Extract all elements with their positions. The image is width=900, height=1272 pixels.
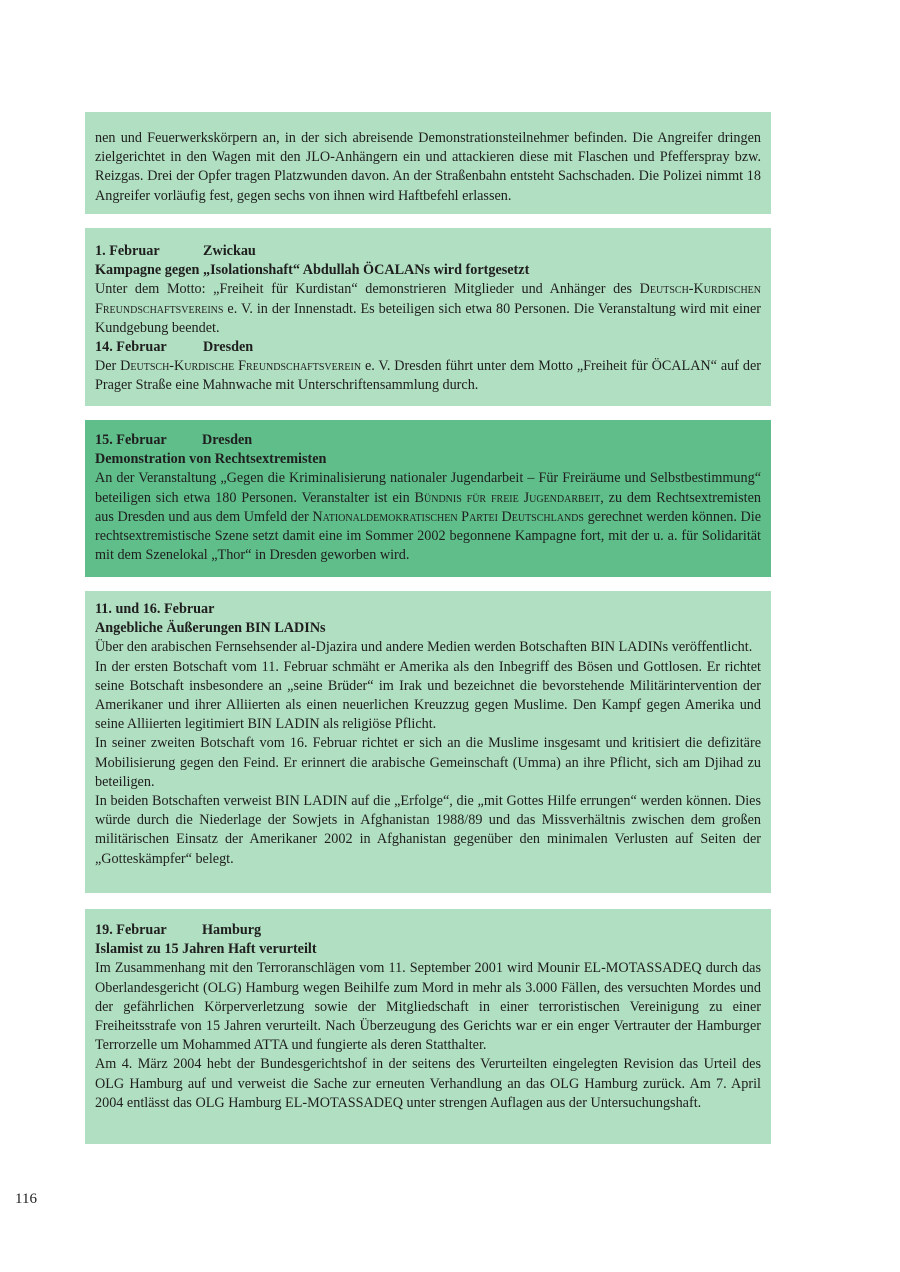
chronology-box-motassadeq <box>85 909 771 1144</box>
entry-paragraph: Im Zusammenhang mit den Terroranschlägen vom 11. September 2001 wird Mounir EL-MOTASSADEQ durch das Oberlandesgericht (OLG) Hamburg wegen Beihilfe zum Mord in mehr als 3.000 Fällen, des versuchten Mordes und der gefährlichen Körperverletzung sowie der Mitgliedschaft in einer terroristischen Vereinigung zu einer Freiheitsstrafe von 15 Jahren verurteilt. Nach Überzeugung des Gerichts war er ein enger Vertrauter der Hamburger Terrorzelle um Mohammed ATTA und fungierte als deren Statthalter. <box>95 960 761 1054</box>
entry-place: Dresden <box>203 339 254 356</box>
organization-name: Bündnis für freie Jugendarbeit <box>414 489 601 506</box>
entry-header <box>95 431 761 450</box>
entry-date: 11. und 16. Februar <box>95 601 215 617</box>
entry-text: Der Deutsch-Kurdische Freundschaftsverein e. V. Dresden führt unter dem Motto „Freiheit für ÖCALAN“ auf der Prager Straße eine Mahnwache mit Unterschriftensammlung durch. <box>95 358 761 394</box>
entry-date: 14. Februar <box>95 339 167 356</box>
entry-place: Zwickau <box>203 243 256 259</box>
entry-place: Hamburg <box>202 922 262 938</box>
page-number: 116 <box>15 1191 37 1207</box>
chronology-box-oecalan <box>85 228 771 406</box>
entry-header <box>95 338 761 357</box>
entry-date: 15. Februar <box>95 432 167 448</box>
entry-header <box>95 921 761 940</box>
entry-date: 19. Februar <box>95 922 167 938</box>
entry-paragraph: In seiner zweiten Botschaft vom 16. Februar richtet er sich an die Muslime insgesamt und kritisiert die defizitäre Mobilisierung gegen den Feind. Er erinnert die arabische Gemeinschaft (Umma) an ihre Pflicht, sich am Djihad zu beteiligen. <box>95 735 761 790</box>
organization-name: Deutsch-Kurdischen Freundschaftsvereins <box>95 281 761 317</box>
entry-text: An der Veranstaltung „Gegen die Kriminalisierung nationaler Jugendarbeit – Für Freiräume und Selbstbestimmung“ beteiligen sich etwa 180 Personen. Veranstalter ist ein Bündnis für freie Jugendarbeit, zu dem Rechtsextremisten aus Dresden und aus dem Umfeld der Nationaldemokratischen Partei Deutschlands gerechnet werden können. Die rechtsextremistische Szene setzt damit eine im Sommer 2002 begonnene Kampagne fort, mit der u. a. für Solidarität mit dem Szenelokal „Thor“ in Dresden geworben wird. <box>95 470 762 564</box>
organization-name: Deutsch-Kurdische Freundschaftsverein <box>120 358 362 375</box>
entry-place: Dresden <box>202 432 253 448</box>
entry-paragraph: Über den arabischen Fernsehsender al-Djazira und andere Medien werden Botschaften BIN LADINs veröffentlicht. <box>95 639 753 656</box>
chronology-box-continuation <box>85 112 771 214</box>
organization-name: Nationaldemokratischen Partei Deutschlands <box>312 508 584 525</box>
entry-date: 1. Februar <box>95 243 160 259</box>
entry-paragraph: In beiden Botschaften verweist BIN LADIN auf die „Erfolge“, die „mit Gottes Hilfe errungen“ werden können. Dies würde durch die Niederlage der Sowjets in Afghanistan 1988/89 und das Missverhältnis zwischen dem großen militärischen Einsatz der Amerikaner 2002 in Afghanistan gegenüber den minimalen Verlusten auf Seiten der „Gotteskämpfer“ belegt. <box>95 793 761 867</box>
continuation-paragraph: nen und Feuerwerkskörpern an, in der sich abreisende Demonstrationsteilnehmer befinden. Die Angreifer dringen zielgerichtet in den Wagen mit den JLO-Anhängern ein und attackieren diese mit Flaschen und Pfefferspray bzw. Reizgas. Drei der Opfer tragen Platzwunden davon. An der Straßenbahn entsteht Sachschaden. Die Polizei nimmt 18 Angreifer vorläufig fest, gegen sechs von ihnen wird Haftbefehl erlassen. <box>95 130 761 204</box>
entry-title: Angebliche Äußerungen BIN LADINs <box>95 620 326 637</box>
entry-text: Unter dem Motto: „Freiheit für Kurdistan“ demonstrieren Mitglieder und Anhänger des Deutsch-Kurdischen Freundschaftsvereins e. V. in der Innenstadt. Es beteiligen sich etwa 80 Personen. Die Veranstaltung wird mit einer Kundgebung beendet. <box>95 281 761 336</box>
entry-header <box>95 242 761 261</box>
entry-paragraph: Am 4. März 2004 hebt der Bundesgerichtshof in der seitens des Verurteilten eingelegten Revision das Urteil des OLG Hamburg auf und verweist die Sache zur erneuten Verhandlung an das OLG Hamburg zurück. Am 7. April 2004 entlässt das OLG Hamburg EL-MOTASSADEQ unter strengen Auflagen aus der Untersuchungshaft. <box>95 1056 761 1111</box>
entry-paragraph: In der ersten Botschaft vom 11. Februar schmäht er Amerika als den Inbegriff des Bösen und Gottlosen. Er richtet seine Botschaft insbesondere an „seine Brüder“ im Irak und bezeichnet die bevorstehende Militärintervention der Amerikaner und ihrer Alliierten als einen neuerlichen Kreuzzug gegen Muslime. Den Kampf gegen Amerika und seine Alliierten legitimiert BIN LADIN als religiöse Pflicht. <box>95 658 761 733</box>
entry-title: Demonstration von Rechtsextremisten <box>95 451 327 468</box>
chronology-box-bin-ladin <box>85 591 771 893</box>
entry-title: Islamist zu 15 Jahren Haft verurteilt <box>95 941 317 958</box>
chronology-box-rechtsextremismus <box>85 420 771 577</box>
entry-title: Kampagne gegen „Isolationshaft“ Abdullah ÖCALANs wird fortgesetzt <box>95 262 530 279</box>
